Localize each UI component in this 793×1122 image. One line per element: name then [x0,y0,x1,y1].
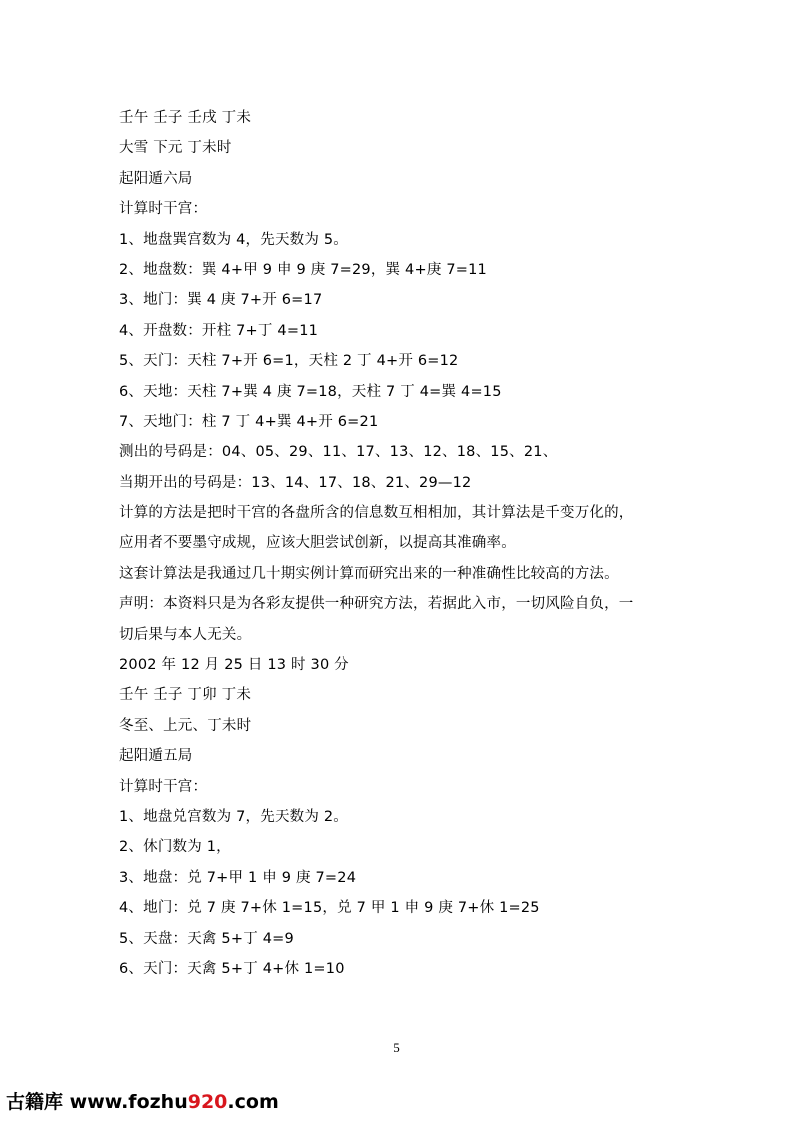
text-line: 大雪 下元 丁未时 [119,140,232,157]
text-line: 计算的方法是把时干宫的各盘所含的信息数互相相加，其计算法是千变万化的， [119,505,634,522]
text-line: 起阳遁六局 [119,170,193,187]
text-line: 切后果与本人无关。 [119,626,252,643]
text-line: 计算时干宫： [119,778,208,795]
text-line: 4、地门：兑 7 庚 7+休 1=15，兑 7 甲 1 申 9 庚 7+休 1=25 [119,900,540,917]
text-line: 4、开盘数：开柱 7+丁 4=11 [119,322,319,339]
page-number: 5 [393,1040,400,1055]
text-line: 壬午 壬子 丁卯 丁未 [119,687,252,704]
text-line: 2、休门数为 1， [119,839,231,856]
text-line: 这套计算法是我通过几十期实例计算而研究出来的一种准确性比较高的方法。 [119,565,619,582]
text-line: 7、天地门：柱 7 丁 4+巽 4+开 6=21 [119,413,379,430]
site-watermark [6,1087,279,1117]
watermark-url-prefix: www.fozhu [69,1091,188,1113]
text-line: 当期开出的号码是：13、14、17、18、21、29—12 [119,474,472,491]
watermark-site-name: 古籍库 [6,1091,64,1113]
text-line: 声明：本资料只是为各彩友提供一种研究方法，若据此入市，一切风险自负，一 [119,596,634,613]
text-line: 计算时干宫： [119,201,208,218]
text-line: 壬午 壬子 壬戌 丁未 [119,110,252,126]
text-line: 3、地门：巽 4 庚 7+开 6=17 [119,292,323,309]
text-line: 冬至、上元、丁未时 [119,717,252,734]
text-line: 2002 年 12 月 25 日 13 时 30 分 [119,657,349,674]
text-line: 测出的号码是：04、05、29、11、17、13、12、18、15、21、 [119,444,558,461]
text-line: 1、地盘巽宫数为 4，先天数为 5。 [119,231,348,248]
text-line: 应用者不要墨守成规，应该大胆尝试创新，以提高其准确率。 [119,535,516,552]
text-line: 2、地盘数：巽 4+甲 9 申 9 庚 7=29，巽 4+庚 7=11 [119,261,487,278]
text-line: 起阳遁五局 [119,748,193,765]
text-line: 5、天门：天柱 7+开 6=1，天柱 2 丁 4+开 6=12 [119,353,459,370]
text-line: 6、天地：天柱 7+巽 4 庚 7=18，天柱 7 丁 4=巽 4=15 [119,383,502,400]
watermark-url-number: 920 [187,1091,228,1113]
watermark-url-suffix: .com [227,1091,279,1113]
document-body [119,103,679,984]
text-line: 3、地盘：兑 7+甲 1 申 9 庚 7=24 [119,869,357,886]
text-line: 5、天盘：天禽 5+丁 4=9 [119,930,294,947]
text-line: 1、地盘兑宫数为 7，先天数为 2。 [119,808,348,825]
text-line: 6、天门：天禽 5+丁 4+休 1=10 [119,960,345,977]
